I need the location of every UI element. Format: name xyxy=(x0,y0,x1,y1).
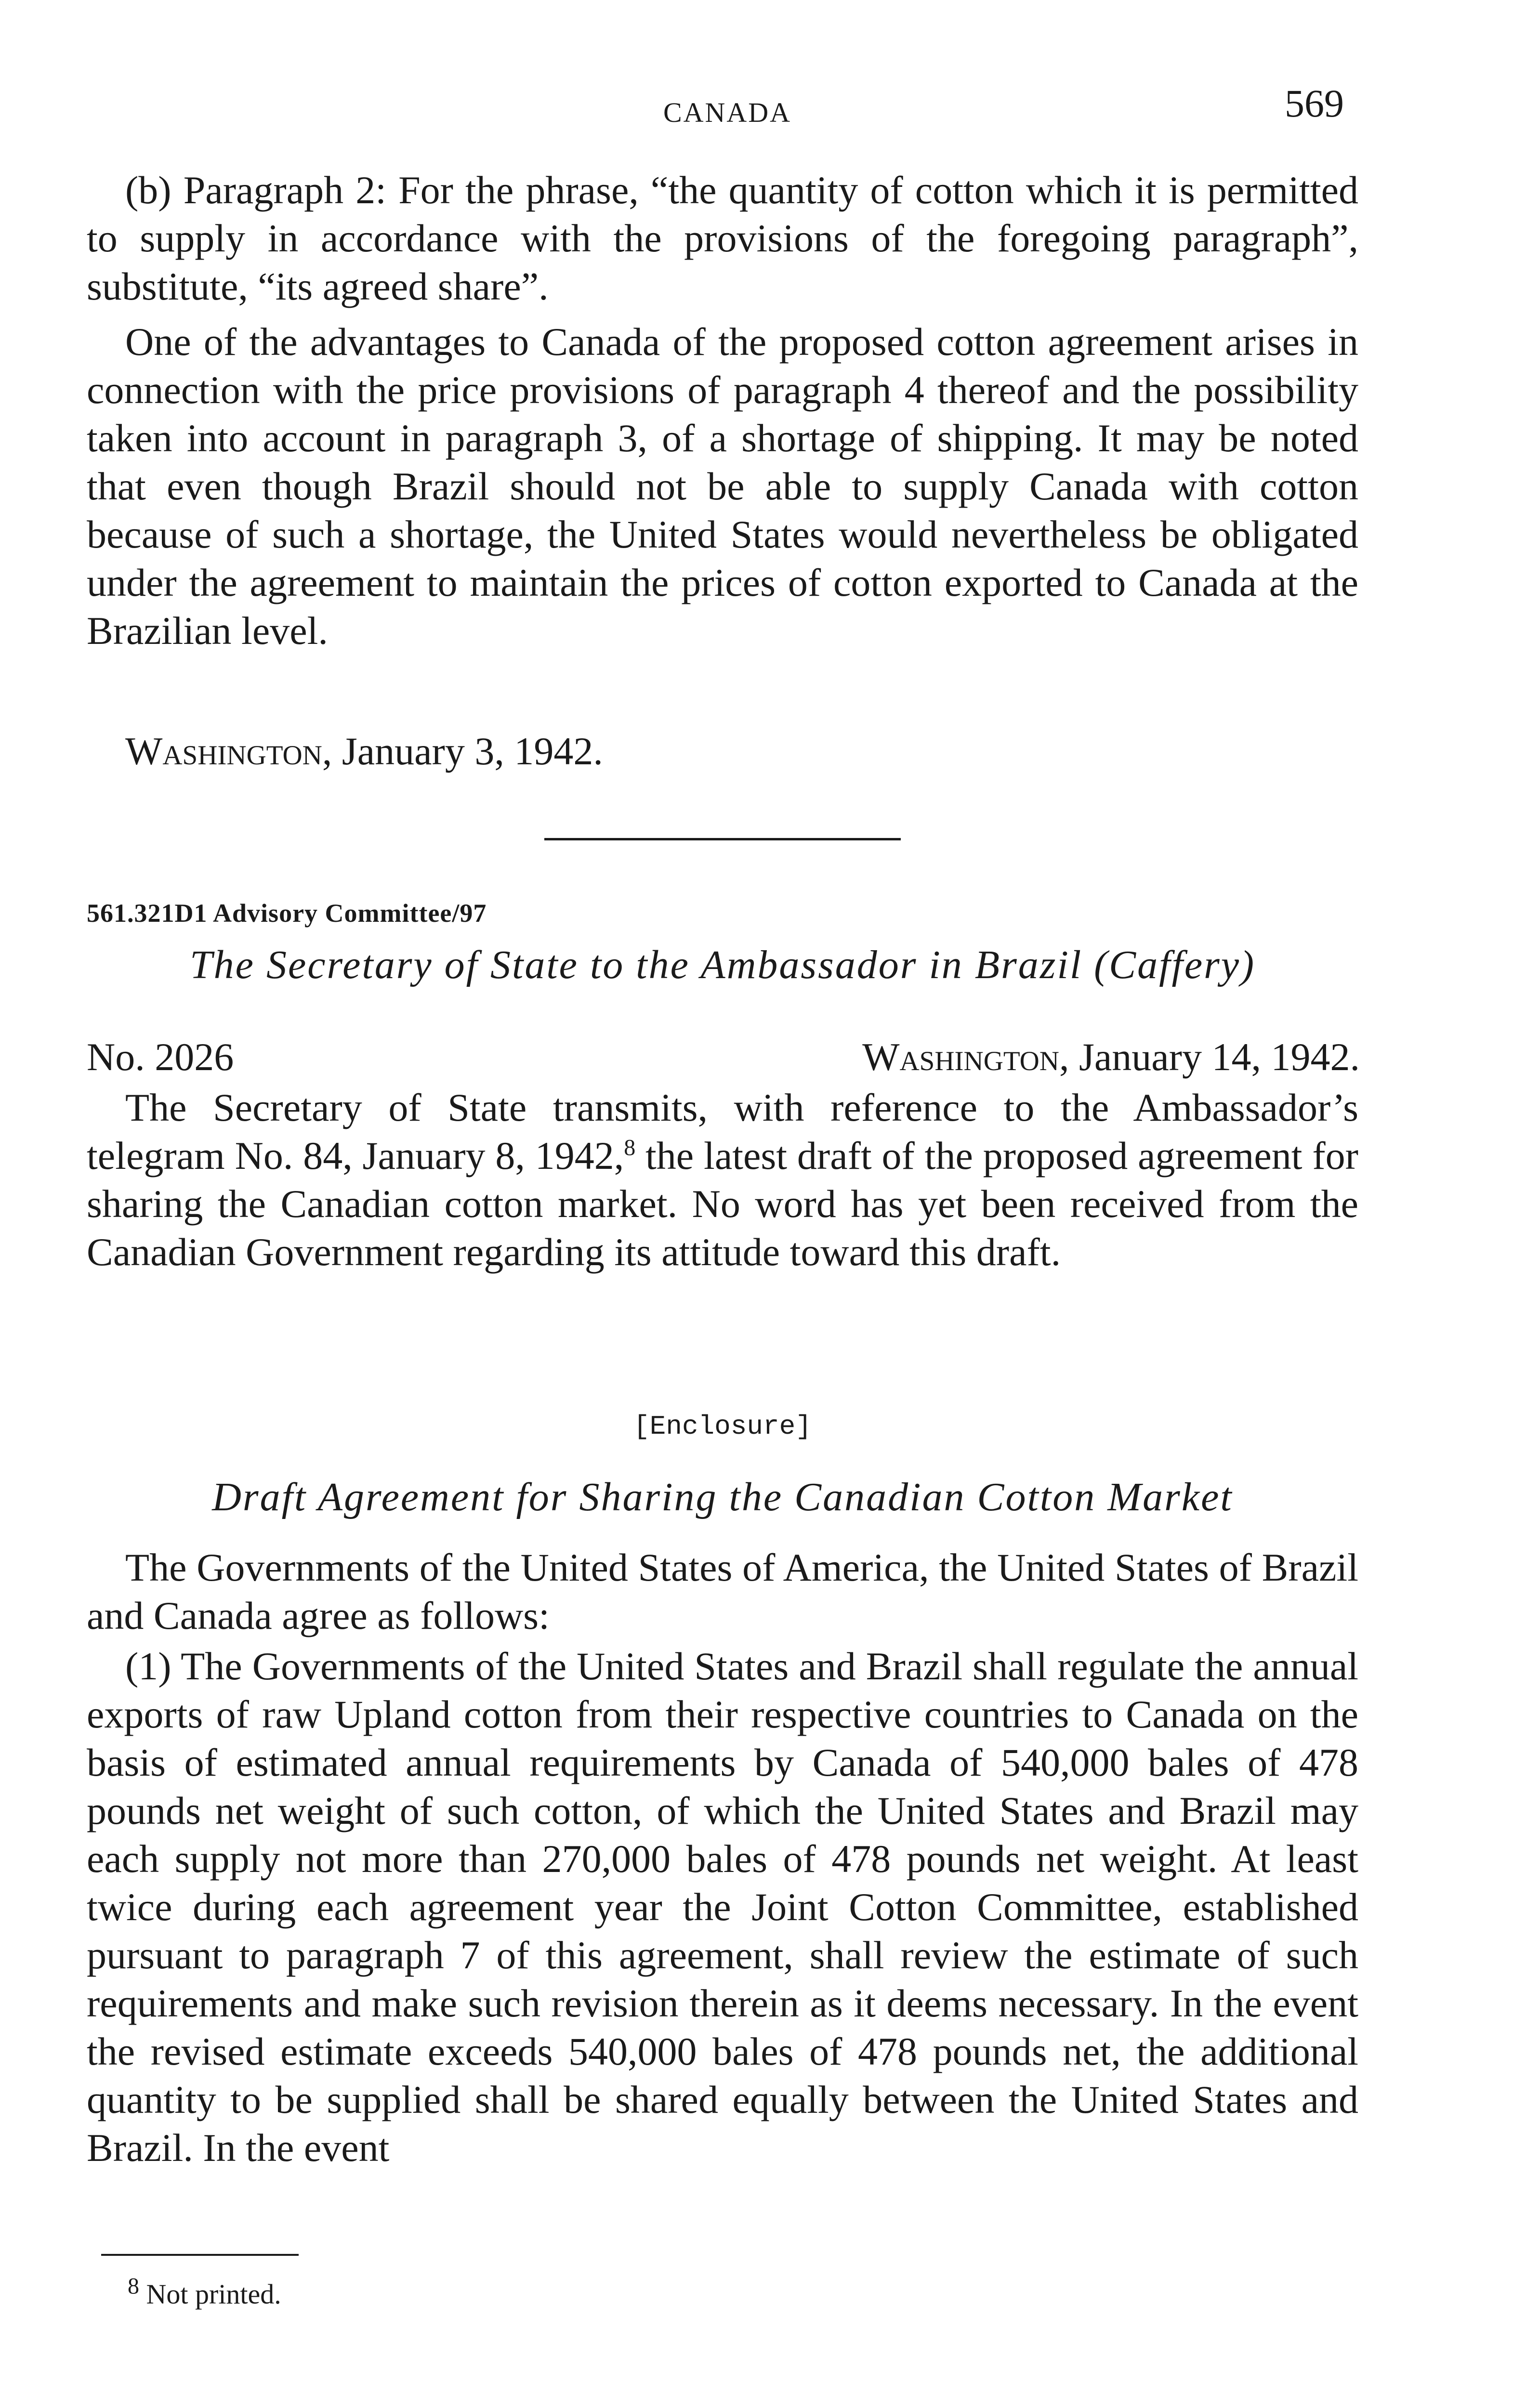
transmittal-text-after: the latest draft of the proposed agreement for sharing the Canadian cotton market. No word has yet been received from the Canadian Government regarding its attitude toward this draft. xyxy=(87,1134,1358,1274)
paragraph-1: (1) The Governments of the United States and Brazil shall regulate the annual exports of raw Upland cotton from their respective countries to Canada on the basis of estimated annual requirements by Canada of 540,000 bales of 478 pounds net weight of such cotton, of which the United States and Brazil may each supply not more than 270,000 bales of 478 pounds net weight. At least twice during each agreement year the Joint Cotton Committee, established pursuant to paragraph 7 of this agreement, shall review the estimate of such requirements and make such revision therein as it deems necessary. In the event the revised estimate exceeds 540,000 bales of 478 pounds net, the additional quantity to be supplied shall be shared equally between the United States and Brazil. In the event xyxy=(87,1644,1358,2170)
enclosure-label: [Enclosure] xyxy=(633,1411,812,1442)
dateline-city: Washington xyxy=(862,1035,1059,1079)
footnote-text: Not printed. xyxy=(146,2278,281,2310)
document-title: The Secretary of State to the Ambassador in Brazil (Caffery) xyxy=(189,942,1256,987)
running-head xyxy=(92,81,1363,144)
footnote-marker: 8 xyxy=(128,2273,139,2299)
paragraph-b: (b) Paragraph 2: For the phrase, “the quantity of cotton which it is permitted to supply in accordance with the provisions of the foregoing paragraph”, substitute, “its agreed share”. xyxy=(87,168,1358,308)
section-divider xyxy=(544,838,901,840)
dateline-january-3 xyxy=(125,727,603,775)
dateline-january-14 xyxy=(862,1033,1360,1081)
footnote-rule xyxy=(101,2254,299,2256)
enclosure-title: Draft Agreement for Sharing the Canadian Cotton Market xyxy=(212,1475,1233,1519)
dateline-date: , January 3, 1942. xyxy=(322,729,603,773)
transmittal-text-before: The Secretary of State transmits, with reference to the Ambassador’s telegram No. 84, January 8, 1942, xyxy=(87,1086,1358,1178)
running-title: CANADA xyxy=(663,97,792,128)
preamble-paragraph: The Governments of the United States of America, the United States of Brazil and Canada agree as follows: xyxy=(87,1545,1358,1637)
document-number: No. 2026 xyxy=(87,1035,234,1079)
transmittal-paragraph xyxy=(87,1084,1358,1276)
paragraph-advantages: One of the advantages to Canada of the proposed cotton agreement arises in connection with the price provisions of paragraph 4 thereof and the possibility taken into account in paragraph 3, of a shortage of shipping. It may be noted that even though Brazil should not be able to supply Canada with cotton because of such a shortage, the United States would nevertheless be obligated under the agreement to maintain the prices of cotton exported to Canada at the Brazilian level. xyxy=(87,320,1358,653)
dateline-city: Washington xyxy=(125,729,322,773)
footnote xyxy=(128,2273,281,2310)
dateline-date: , January 14, 1942. xyxy=(1059,1035,1360,1079)
page-number: 569 xyxy=(1285,81,1344,125)
footnote-reference: 8 xyxy=(624,1135,636,1161)
file-number: 561.321D1 Advisory Committee/97 xyxy=(87,899,487,928)
